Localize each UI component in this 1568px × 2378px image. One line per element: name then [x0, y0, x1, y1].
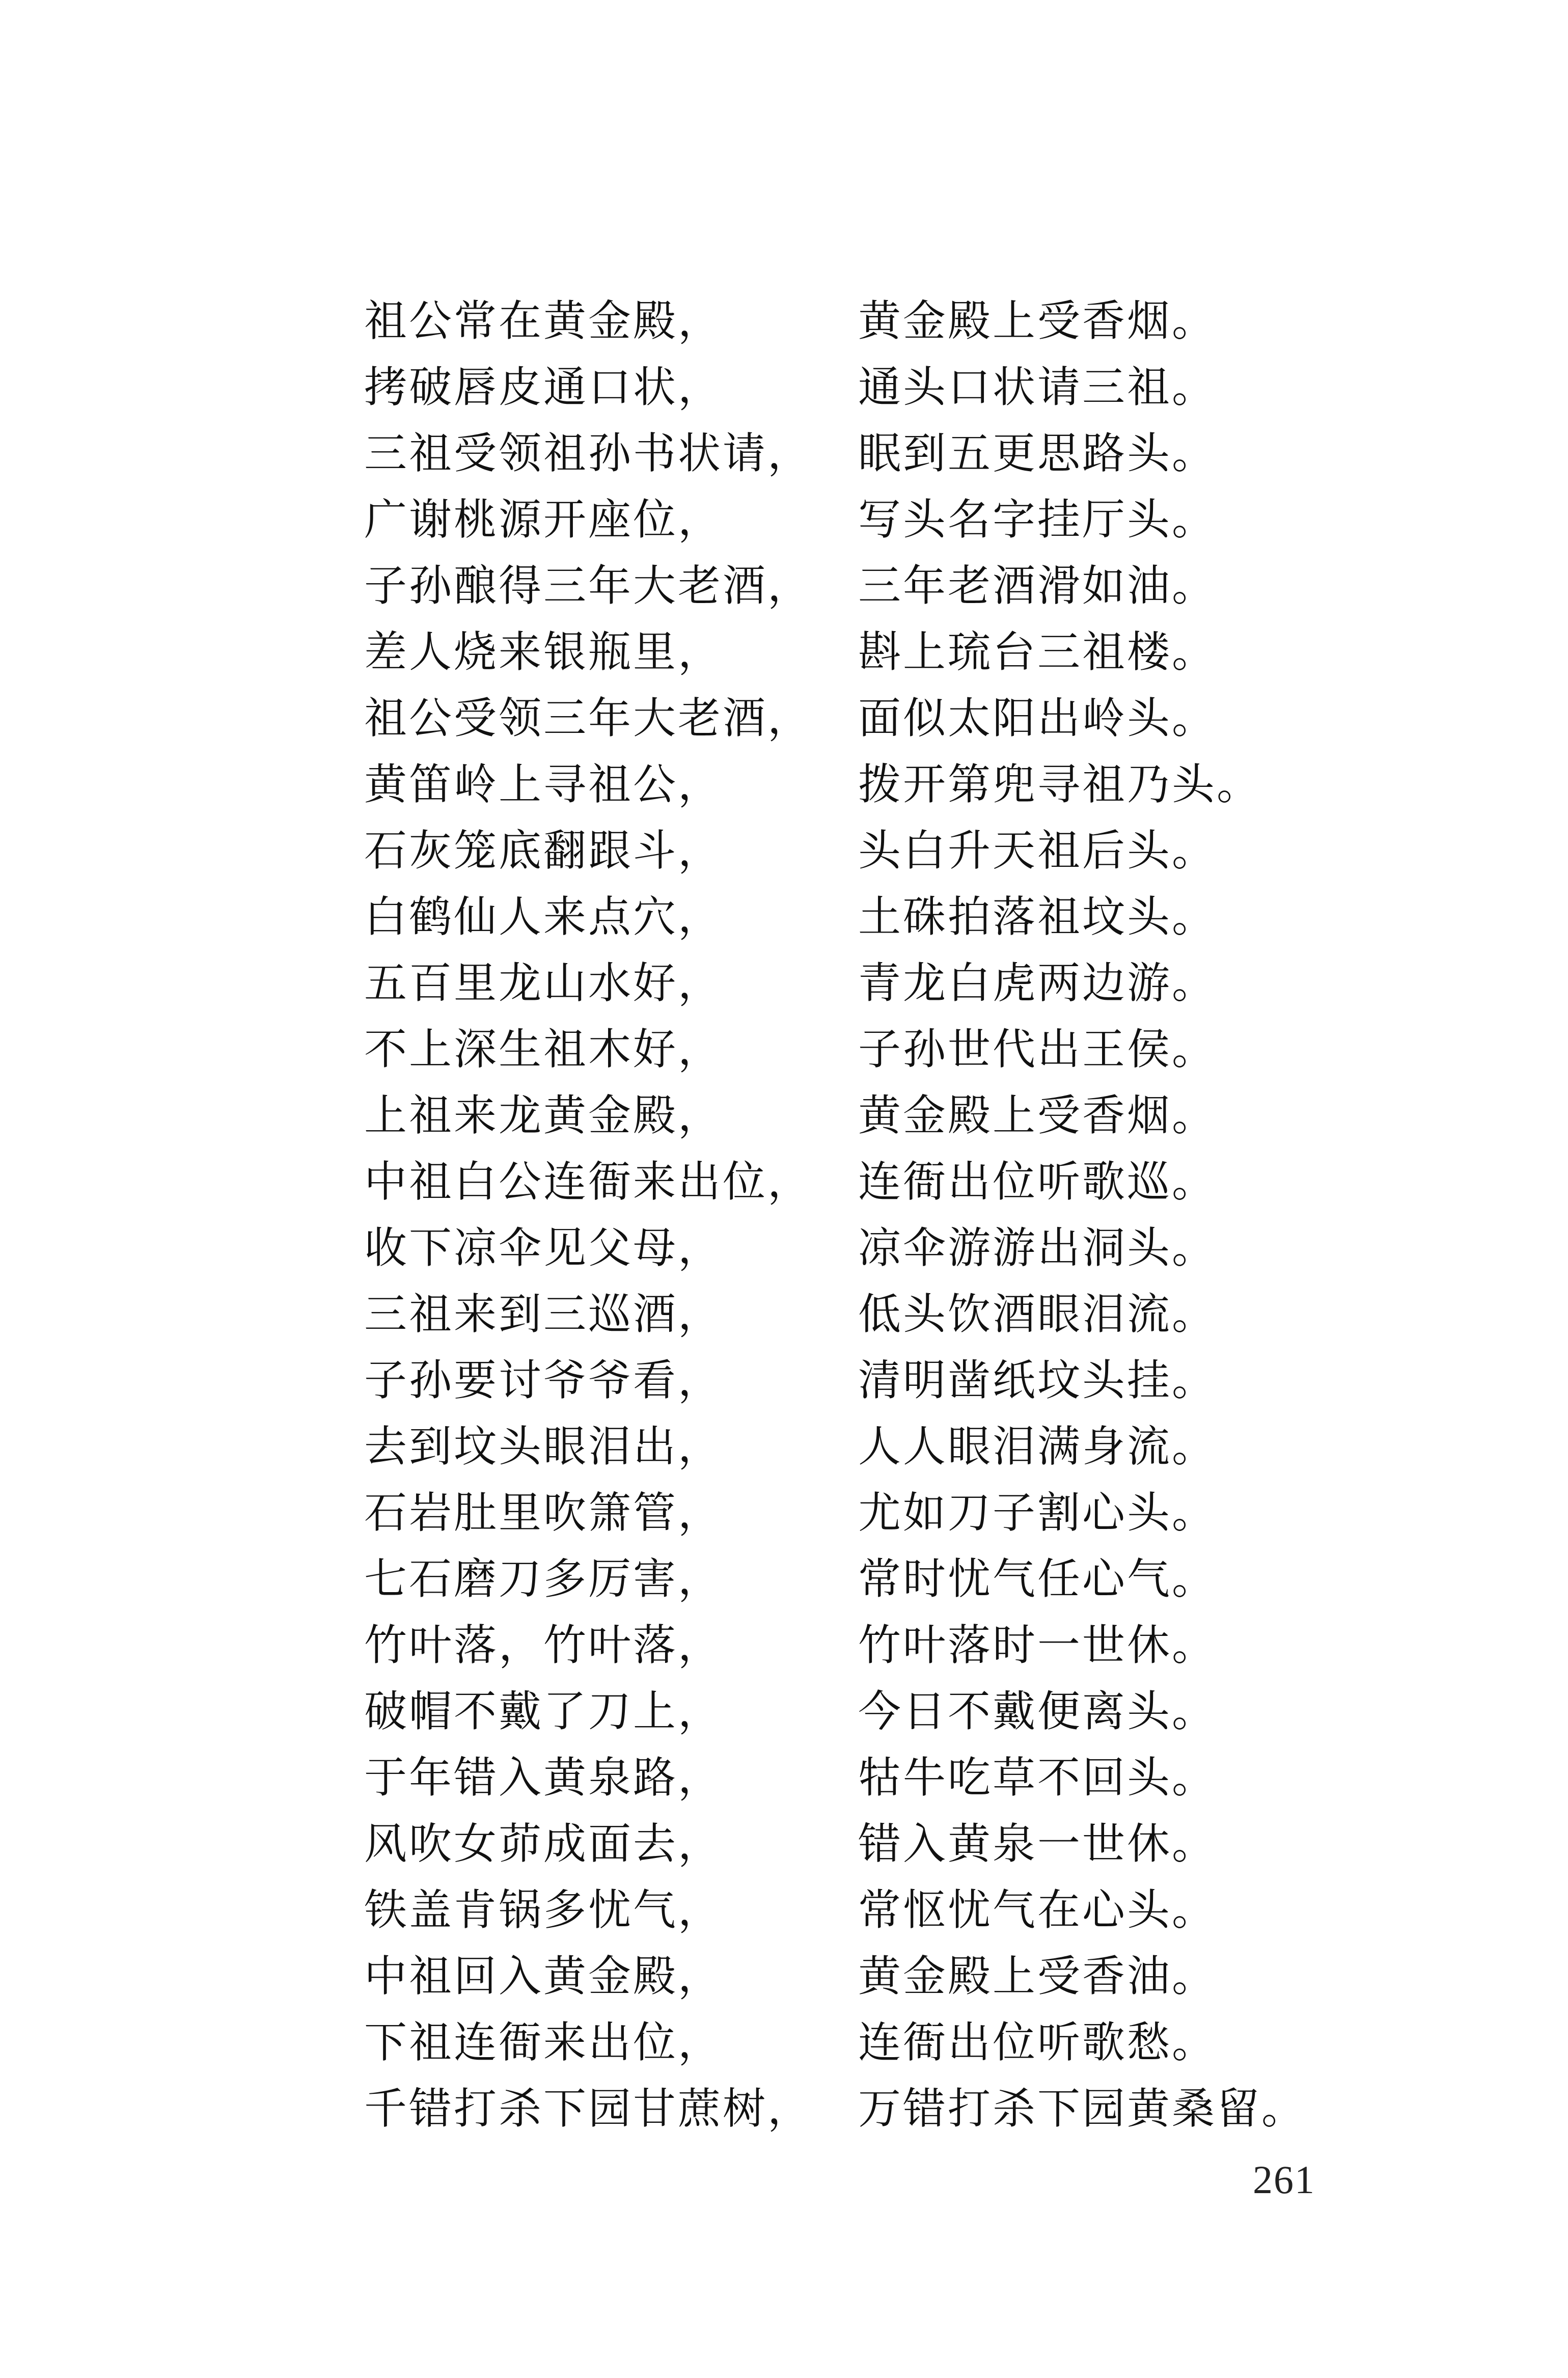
verse-line-left: 去到坟头眼泪出， — [364, 1422, 723, 1471]
verse-line-right: 万错打杀下园黄桑留。 — [858, 2084, 1307, 2134]
verse-row — [364, 1487, 1332, 1553]
verse-line-left: 千错打杀下园甘蔗树， — [364, 2084, 813, 2134]
verse-line-left: 石岩肚里吹箫管， — [364, 1488, 723, 1538]
verse-line-right: 通头口状请三祖。 — [858, 362, 1217, 412]
verse-row — [364, 362, 1332, 428]
verse-row — [364, 295, 1332, 362]
verse-line-left: 不上深生祖木好， — [364, 1024, 723, 1074]
verse-row — [364, 1289, 1332, 1355]
verse-row — [364, 1884, 1332, 1951]
verse-line-right: 清明凿纸坟头挂。 — [858, 1355, 1217, 1405]
verse-row — [364, 626, 1332, 693]
verse-line-right: 黄金殿上受香烟。 — [858, 1090, 1217, 1140]
verse-line-right: 子孙世代出王侯。 — [858, 1024, 1217, 1074]
verse-line-left: 子孙要讨爷爷看， — [364, 1355, 723, 1405]
verse-line-left: 五百里龙山水好， — [364, 958, 723, 1008]
verse-line-right: 竹叶落时一世休。 — [858, 1620, 1217, 1670]
verse-line-left: 石灰笼底翻跟斗， — [364, 826, 723, 876]
verse-row — [364, 2017, 1332, 2083]
verse-line-right: 尤如刀子割心头。 — [858, 1488, 1217, 1538]
verse-row — [364, 1222, 1332, 1289]
verse-row — [364, 1355, 1332, 1421]
verse-line-left: 破帽不戴了刀上， — [364, 1686, 723, 1736]
verse-line-left: 祖公受领三年大老酒， — [364, 693, 813, 743]
verse-line-left: 拷破唇皮通口状， — [364, 362, 723, 412]
verse-line-left: 下祖连衙来出位， — [364, 2017, 723, 2067]
verse-line-right: 人人眼泪满身流。 — [858, 1422, 1217, 1471]
verse-row — [364, 2083, 1332, 2149]
verse-line-left: 子孙酿得三年大老酒， — [364, 561, 813, 611]
verse-line-right: 三年老酒滑如油。 — [858, 561, 1217, 611]
verse-line-right: 眠到五更思路头。 — [858, 428, 1217, 478]
verse-line-left: 祖公常在黄金殿， — [364, 296, 723, 346]
verse-row — [364, 1421, 1332, 1487]
verse-line-right: 牯牛吃草不回头。 — [858, 1753, 1217, 1802]
verse-line-left: 差人烧来银瓶里， — [364, 627, 723, 677]
verse-line-right: 面似太阳出岭头。 — [858, 693, 1217, 743]
verse-line-right: 青龙白虎两边游。 — [858, 958, 1217, 1008]
verse-row — [364, 825, 1332, 891]
verse-list — [364, 295, 1332, 2149]
verse-line-left: 三祖受领祖孙书状请， — [364, 428, 813, 478]
verse-line-right: 连衙出位听歌巡。 — [858, 1157, 1217, 1207]
verse-line-right: 写头名字挂厅头。 — [858, 495, 1217, 544]
verse-line-left: 白鹤仙人来点穴， — [364, 892, 723, 942]
verse-line-left: 竹叶落，竹叶落， — [364, 1620, 723, 1670]
verse-line-right: 凉伞游游出洞头。 — [858, 1223, 1217, 1273]
verse-line-left: 上祖来龙黄金殿， — [364, 1090, 723, 1140]
verse-line-right: 连衙出位听歌愁。 — [858, 2017, 1217, 2067]
verse-line-left: 七石磨刀多厉害， — [364, 1554, 723, 1604]
verse-line-right: 今日不戴便离头。 — [858, 1686, 1217, 1736]
verse-line-right: 土硃拍落祖坟头。 — [858, 892, 1217, 942]
verse-line-left: 收下凉伞见父母， — [364, 1223, 723, 1273]
verse-row — [364, 494, 1332, 560]
verse-row — [364, 428, 1332, 494]
verse-line-right: 常时忧气任心气。 — [858, 1554, 1217, 1604]
verse-line-right: 黄金殿上受香烟。 — [858, 296, 1217, 346]
verse-row — [364, 1951, 1332, 2017]
verse-row — [364, 1553, 1332, 1620]
verse-row — [364, 1818, 1332, 1884]
verse-line-left: 中祖白公连衙来出位， — [364, 1157, 813, 1207]
verse-row — [364, 759, 1332, 825]
verse-line-right: 低头饮酒眼泪流。 — [858, 1289, 1217, 1339]
verse-row — [364, 560, 1332, 626]
verse-line-right: 拨开第兜寻祖乃头。 — [858, 759, 1262, 809]
verse-line-left: 黄笛岭上寻祖公， — [364, 759, 723, 809]
verse-line-left: 中祖回入黄金殿， — [364, 1951, 723, 2001]
verse-row — [364, 1156, 1332, 1222]
verse-row — [364, 1752, 1332, 1818]
verse-row — [364, 1090, 1332, 1156]
verse-line-right: 黄金殿上受香油。 — [858, 1951, 1217, 2001]
verse-row — [364, 1686, 1332, 1752]
verse-line-right: 常怄忧气在心头。 — [858, 1885, 1217, 1935]
verse-line-left: 广谢桃源开座位， — [364, 495, 723, 544]
verse-line-left: 铁盖肯锅多忧气， — [364, 1885, 723, 1935]
verse-row — [364, 693, 1332, 759]
verse-row — [364, 891, 1332, 958]
verse-line-right: 错入黄泉一世休。 — [858, 1819, 1217, 1869]
verse-row — [364, 958, 1332, 1024]
verse-line-left: 风吹女茆成面去， — [364, 1819, 723, 1869]
verse-line-left: 于年错入黄泉路， — [364, 1753, 723, 1802]
page-number: 261 — [1253, 2157, 1315, 2202]
verse-line-right: 斟上琉台三祖楼。 — [858, 627, 1217, 677]
verse-line-left: 三祖来到三巡酒， — [364, 1289, 723, 1339]
verse-row — [364, 1024, 1332, 1090]
verse-line-right: 头白升天祖后头。 — [858, 826, 1217, 876]
verse-row — [364, 1620, 1332, 1686]
